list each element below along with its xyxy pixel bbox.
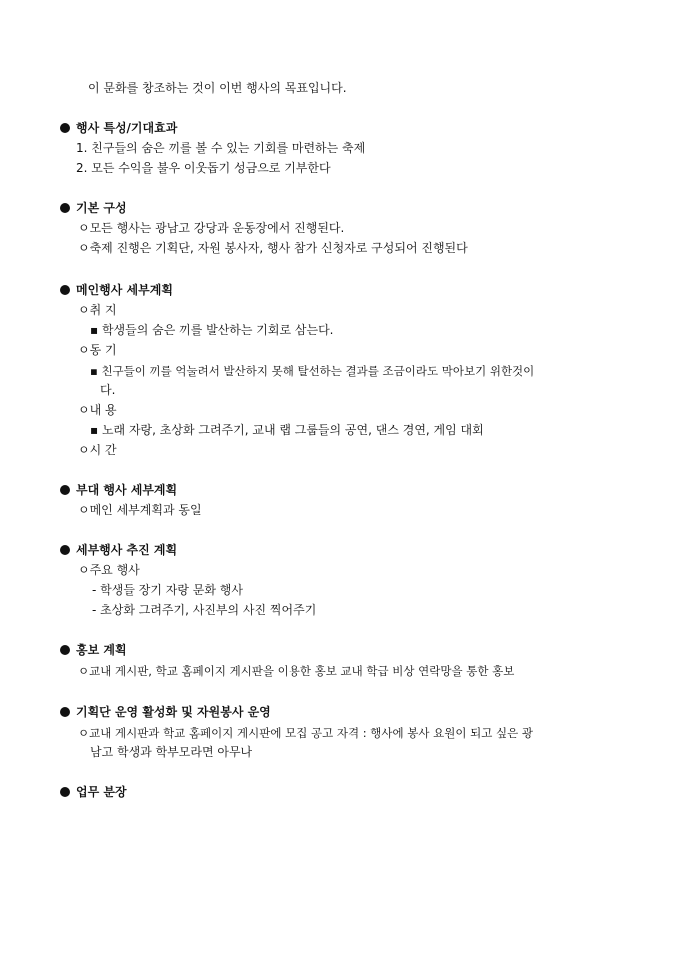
list-item: ㅇ교내 게시판, 학교 홈페이지 게시판을 이용한 홍보 교내 학급 비상 연락망을 통한 홍보 <box>78 664 515 678</box>
list-item: ㅇ모든 행사는 광남고 강당과 운동장에서 진행된다. <box>78 221 345 235</box>
list-item: ㅇ메인 세부계획과 동일 <box>78 503 202 517</box>
section-heading-text: 기본 구성 <box>76 201 127 215</box>
section-heading-text: 기획단 운영 활성화 및 자원봉사 운영 <box>76 705 271 719</box>
section-heading <box>60 480 177 500</box>
list-item: 2. 모든 수익을 불우 이웃돕기 성금으로 기부한다 <box>76 161 331 175</box>
section-heading <box>60 782 127 802</box>
bullet-icon <box>60 787 70 797</box>
list-item: ㅇ시 간 <box>78 443 117 457</box>
section-heading <box>60 118 177 138</box>
list-item: ㅇ축제 진행은 기획단, 자원 봉사자, 행사 참가 신청자로 구성되어 진행된다 <box>78 241 468 255</box>
section-heading <box>60 640 127 660</box>
bullet-icon <box>60 203 70 213</box>
intro-text: 이 문화를 창조하는 것이 이번 행사의 목표입니다. <box>88 81 347 95</box>
section-heading-text: 세부행사 추진 계획 <box>76 543 178 557</box>
bullet-icon <box>60 485 70 495</box>
list-item: ▪ 친구들이 끼를 억눌려서 발산하지 못해 탈선하는 결과를 조금이라도 막아보기 위한것이 <box>90 364 535 378</box>
bullet-icon <box>60 707 70 717</box>
bullet-icon <box>60 285 70 295</box>
list-item: - 학생들 장기 자랑 문화 행사 <box>92 583 243 597</box>
section-heading-text: 부대 행사 세부계획 <box>76 483 178 497</box>
list-item: ㅇ주요 행사 <box>78 563 140 577</box>
section-heading <box>60 702 271 722</box>
list-item: 다. <box>100 383 116 397</box>
list-item: 1. 친구들의 숨은 끼를 볼 수 있는 기회를 마련하는 축제 <box>76 141 366 155</box>
section-heading <box>60 540 177 560</box>
list-item: ㅇ교내 게시판과 학교 홈페이지 게시판에 모집 공고 자격 : 행사에 봉사 요원이 되고 싶은 광 <box>78 726 533 740</box>
bullet-icon <box>60 123 70 133</box>
list-item: ▪ 학생들의 숨은 끼를 발산하는 기회로 삼는다. <box>90 323 334 337</box>
section-heading-text: 메인행사 세부계획 <box>76 283 173 297</box>
section-heading <box>60 280 173 300</box>
section-heading-text: 홍보 계획 <box>76 643 127 657</box>
list-item: ㅇ동 기 <box>78 343 117 357</box>
section-heading <box>60 198 127 218</box>
section-heading-text: 행사 특성/기대효과 <box>76 121 178 135</box>
bullet-icon <box>60 545 70 555</box>
section-heading-text: 업무 분장 <box>76 785 127 799</box>
list-item: ▪ 노래 자랑, 초상화 그려주기, 교내 랩 그룹들의 공연, 댄스 경연, 게임 대회 <box>90 423 484 437</box>
bullet-icon <box>60 645 70 655</box>
list-item: ㅇ내 용 <box>78 403 117 417</box>
list-item: 남고 학생과 학부모라면 아무나 <box>90 745 253 759</box>
list-item: - 초상화 그려주기, 사진부의 사진 찍어주기 <box>92 603 317 617</box>
list-item: ㅇ취 지 <box>78 303 117 317</box>
